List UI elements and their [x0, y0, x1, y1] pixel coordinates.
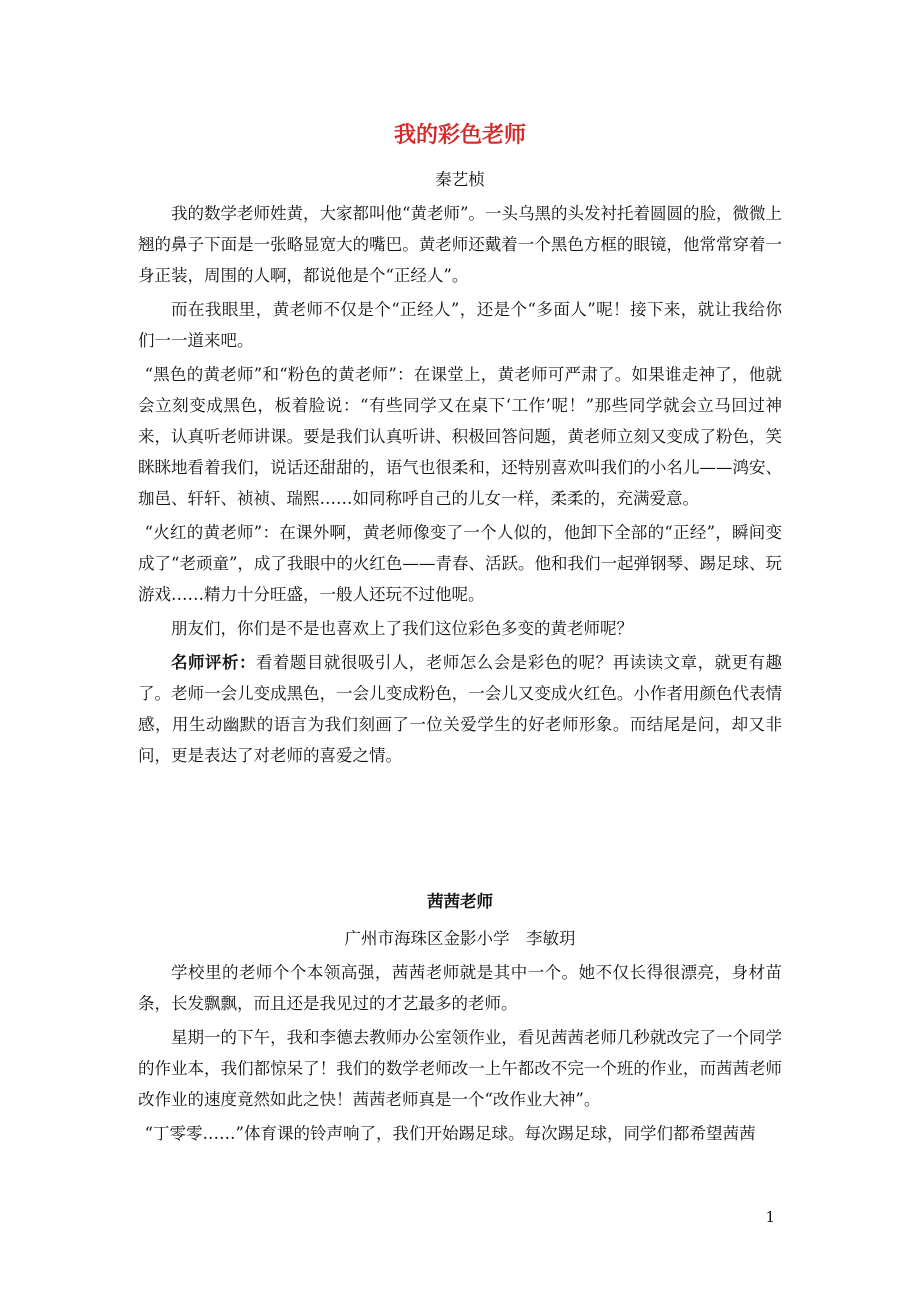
article-author: 广州市海珠区金影小学 李敏玥: [344, 929, 576, 948]
article-body: [138, 198, 782, 774]
page-number: 1: [765, 1208, 775, 1226]
article-title: 我的彩色老师: [393, 122, 526, 148]
article-title: 茜茜老师: [427, 892, 493, 911]
paragraph: “火红的黄老师”：在课外啊，黄老师像变了一个人似的，他卸下全部的“正经”，瞬间变成了“老顽童”，成了我眼中的火红色——青春、活跃。他和我们一起弹钢琴、踢足球、玩游戏……精力十分旺盛，一般人还玩不过他呢。: [138, 523, 782, 604]
paragraph: “丁零零……”体育课的铃声响了，我们开始踢足球。每次踢足球，同学们都希望茜茜: [144, 1124, 756, 1143]
article-author: 秦艺桢: [435, 170, 485, 189]
paragraph: “黑色的黄老师”和“粉色的黄老师”：在课堂上，黄老师可严肃了。如果谁走神了，他就会立刻变成黑色，板着脸说：“有些同学又在桌下‘工作’呢！”那些同学就会立马回过神来，认真听老师讲课。要是我们认真听讲、积极回答问题，黄老师立刻又变成了粉色，笑眯眯地看着我们，说话还甜甜的，语气也很柔和，还特别喜欢叫我们的小名儿——鸿安、珈邑、轩轩、祯祯、瑞熙……如同称呼自己的儿女一样，柔柔的，充满爱意。: [138, 365, 782, 508]
paragraph: 朋友们，你们是不是也喜欢上了我们这位彩色多变的黄老师呢？: [171, 619, 633, 638]
paragraph: 星期一的下午，我和李德去教师办公室领作业，看见茜茜老师几秒就改完了一个同学的作业本，我们都惊呆了！我们的数学老师改一上午都改不完一个班的作业，而茜茜老师改作业的速度竟然如此之快！茜茜老师真是一个“改作业大神”。: [138, 1028, 782, 1109]
teacher-comment: [138, 647, 782, 771]
paragraph: 而在我眼里，黄老师不仅是个“正经人”，还是个“多面人”呢！接下来，就让我给你们一一道来吧。: [138, 300, 782, 350]
article-body: [138, 957, 782, 1152]
paragraph: 学校里的老师个个本领高强，茜茜老师就是其中一个。她不仅长得很漂亮，身材苗条，长发飘飘，而且还是我见过的才艺最多的老师。: [138, 963, 782, 1013]
comment-label: 名师评析：: [171, 653, 256, 672]
paragraph: 我的数学老师姓黄，大家都叫他“黄老师”。一头乌黑的头发衬托着圆圆的脸，微微上翘的鼻子下面是一张略显宽大的嘴巴。黄老师还戴着一个黑色方框的眼镜，他常常穿着一身正装，周围的人啊，都说他是个“正经人”。: [138, 204, 782, 285]
comment-text: 看着题目就很吸引人，老师怎么会是彩色的呢？再读读文章，就更有趣了。老师一会儿变成黑色，一会儿变成粉色，一会儿又变成火红色。小作者用颜色代表情感，用生动幽默的语言为我们刻画了一位关爱学生的好老师形象。而结尾是问，却又非问，更是表达了对老师的喜爱之情。: [138, 653, 783, 765]
